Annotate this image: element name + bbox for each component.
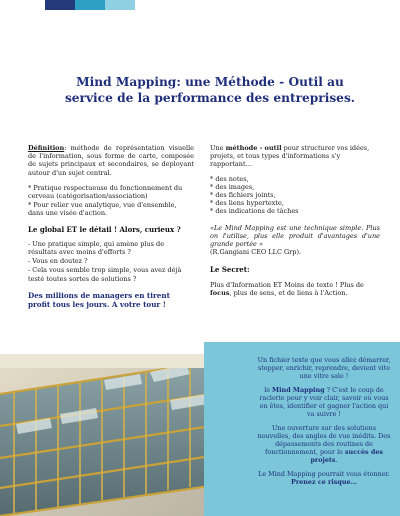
panel-p2-prefix: le bbox=[264, 386, 273, 394]
quote-block bbox=[210, 224, 380, 257]
intro-bold: méthode - outil bbox=[225, 144, 282, 152]
left-column bbox=[28, 144, 194, 314]
question-heading: Le global ET le détail ! Alors, curieux ? bbox=[28, 224, 181, 234]
header-bar-light bbox=[105, 0, 135, 10]
header-bar-dark bbox=[45, 0, 75, 10]
dash-item-1: - Une pratique simple, qui amène plus de résultats avec moins d'efforts ? bbox=[28, 239, 165, 257]
panel-p3-prefix: Une ouverture sur des solutions nouvelles, des angles de vue inédits. Des dépassements des routines de fonctionnement, pour le bbox=[257, 424, 391, 456]
panel-p3-suffix: . bbox=[335, 456, 338, 464]
intro-suffix: pour structurer vos idées, projets, et tous types d'informations s'y rapportant… bbox=[210, 144, 370, 169]
right-column bbox=[210, 144, 380, 302]
bullet-2: * Pour relier vue analytique, vue d'ensemble, dans une visée d'action. bbox=[28, 201, 177, 218]
secret-text bbox=[210, 281, 380, 297]
panel-p3-bold: succès des projets bbox=[310, 448, 384, 464]
list-item: * des images, bbox=[210, 182, 255, 191]
secret-heading: Le Secret: bbox=[210, 265, 250, 275]
closing-statement: Des millions de managers en tirent profit tous les jours. A votre tour ! bbox=[28, 290, 170, 309]
definition-text: : méthode de représentation visuelle de l'information, sous forme de carte, composée de sujets principaux et secondaires, se deployant autour d'un sujet central. bbox=[28, 144, 194, 177]
quote-author: (R.Gangiani CEO LLC Grp). bbox=[210, 248, 302, 257]
secret-bold: focus bbox=[210, 288, 230, 297]
definition-paragraph bbox=[28, 144, 194, 177]
panel-paragraph-3 bbox=[256, 424, 392, 464]
header-bar-mid bbox=[75, 0, 105, 10]
panel-paragraph-4 bbox=[256, 470, 392, 486]
title-line-1: Mind Mapping: une Méthode - Outil au bbox=[76, 75, 344, 89]
panel-paragraph-2 bbox=[256, 386, 392, 418]
building-windows-illustration bbox=[0, 354, 238, 516]
panel-paragraph-1: Un fichier texte que vous allez démarrer, stopper, enrichir, reprendre, devient vite une vitre sale ! bbox=[257, 356, 391, 380]
highlight-panel bbox=[204, 342, 400, 516]
list-item: * des indications de tâches bbox=[210, 207, 299, 216]
list-item: * des notes, bbox=[210, 174, 249, 183]
definition-label: Définition bbox=[28, 144, 65, 152]
panel-text bbox=[256, 356, 392, 492]
secret-prefix: Plus d'Information ET Moins de texte ! Plus de bbox=[210, 280, 364, 289]
content-type-list bbox=[210, 175, 380, 216]
list-item: * des fichiers joints, bbox=[210, 191, 276, 200]
secret-suffix: , plus de sens, et de liens à l'Action. bbox=[229, 288, 348, 297]
building-windows-photo bbox=[0, 354, 238, 516]
quote-text: «Le Mind Mapping est une technique simple. Plus on l'utilise, plus elle produit d'avantages d'une grande portée » bbox=[210, 223, 380, 249]
title-line-2: service de la performance des entreprises. bbox=[64, 91, 356, 105]
panel-p4-bold: Prenez ce risque… bbox=[291, 478, 357, 486]
list-item: * des liens hypertexte, bbox=[210, 199, 284, 208]
dash-item-3: - Cela vous semble trop simple, vous avez déjà testé toutes sortes de solutions ? bbox=[28, 266, 182, 283]
panel-p2-bold: Mind Mapping bbox=[272, 386, 325, 394]
header-color-bars bbox=[45, 0, 135, 10]
intro-prefix: Une bbox=[210, 144, 226, 152]
panel-p2-suffix: ? C'est le coup de raclette pour y voir clair, savoir où vous en êtes, identifier et gagner l'action qui va suivre ! bbox=[259, 386, 389, 418]
bullet-1: * Pratique respectueuse du fonctionnement du cerveau (catégorisation/association) bbox=[28, 183, 183, 201]
dash-item-2: - Vous en doutez ? bbox=[28, 257, 88, 266]
right-intro bbox=[210, 144, 380, 169]
panel-p4-prefix: Le Mind Mapping pourrait vous étonner. bbox=[258, 470, 390, 478]
page-title bbox=[40, 74, 380, 106]
